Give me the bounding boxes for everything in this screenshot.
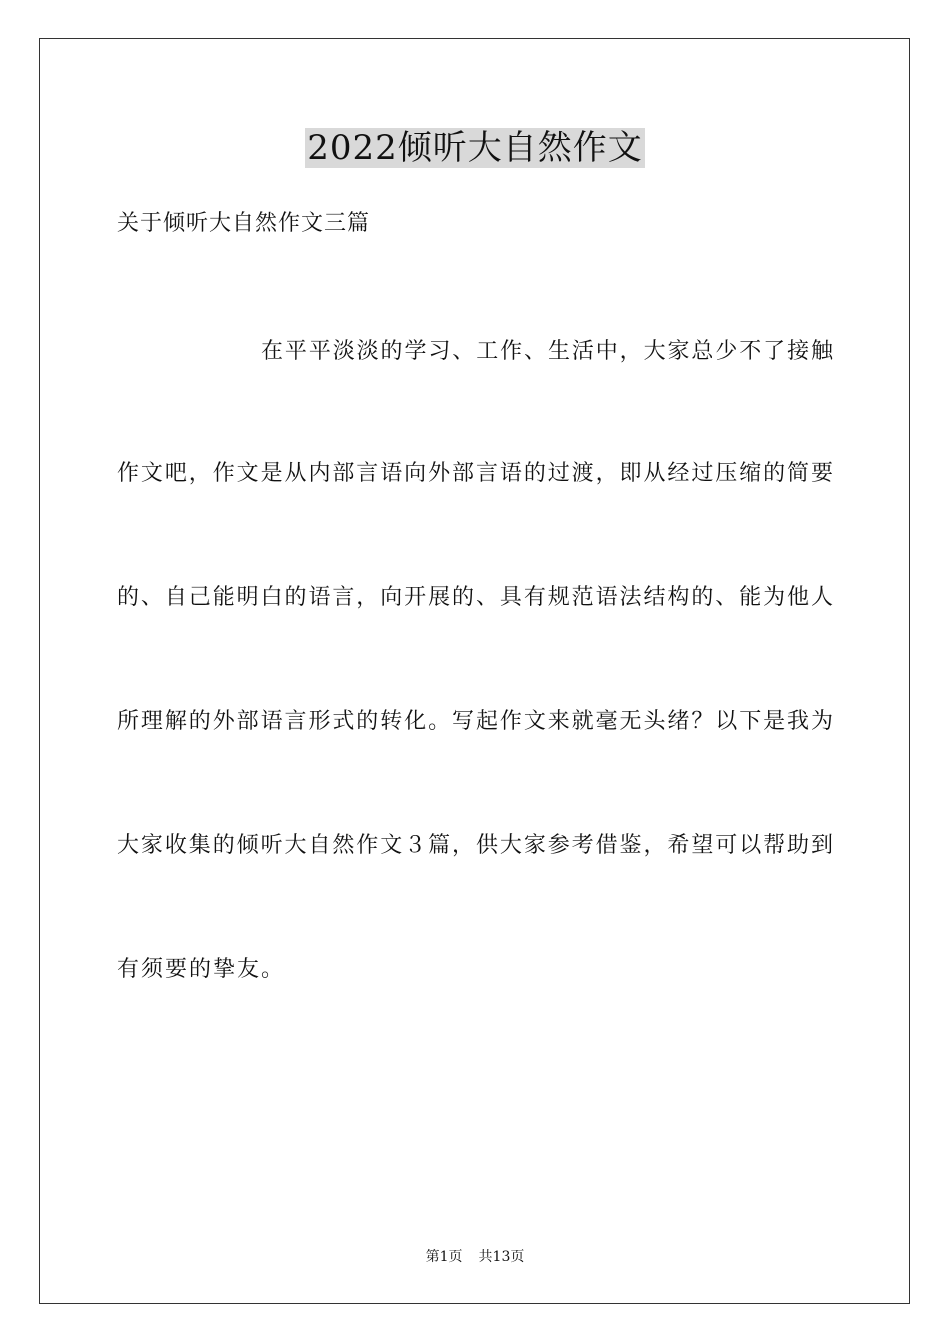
document-subtitle: 关于倾听大自然作文三篇	[117, 211, 371, 236]
page-total: 共13页	[478, 1249, 525, 1265]
paragraph-line-4: 所理解的外部语言形式的转化。写起作文来就毫无头绪？以下是我为	[117, 709, 833, 734]
paragraph-line-2: 作文吧，作文是从内部言语向外部言语的过渡，即从经过压缩的简要	[117, 461, 833, 486]
page-footer	[0, 1247, 950, 1267]
document-title	[0, 126, 950, 170]
paragraph-line-1: 在平平淡淡的学习、工作、生活中，大家总少不了接触	[261, 339, 833, 364]
paragraph-line-6: 有须要的挚友。	[117, 957, 286, 982]
paragraph-line-3: 的、自己能明白的语言，向开展的、具有规范语法结构的、能为他人	[117, 585, 833, 610]
document-title-text: 2022倾听大自然作文	[307, 128, 643, 168]
page-number: 第1页	[425, 1249, 463, 1265]
paragraph-line-5: 大家收集的倾听大自然作文３篇，供大家参考借鉴，希望可以帮助到	[117, 833, 833, 858]
